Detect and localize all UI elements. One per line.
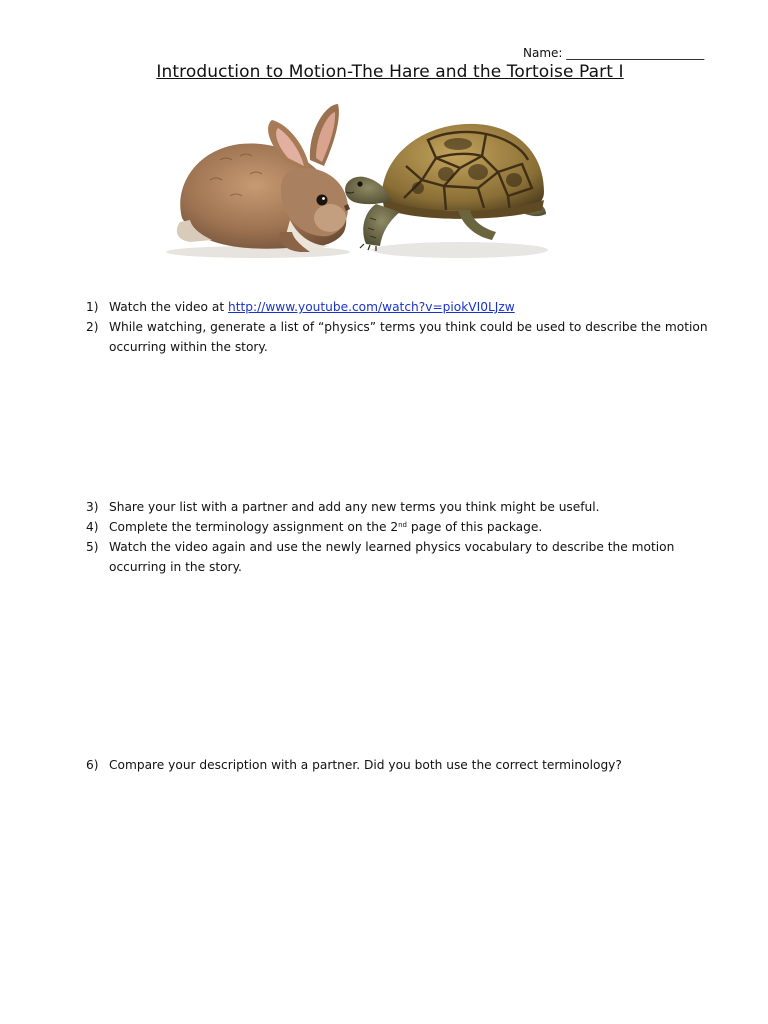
item-text-prefix: Complete the terminology assignment on the 2 — [109, 520, 399, 534]
item-text: Watch the video again and use the newly learned physics vocabulary to describe the motion occurring in the story. — [109, 540, 675, 574]
item-number: 6) — [86, 758, 99, 772]
item-number: 3) — [86, 500, 99, 514]
item-number: 4) — [86, 520, 99, 534]
item-text: Compare your description with a partner. Did you both use the correct terminology? — [109, 758, 622, 772]
youtube-video-link[interactable]: http://www.youtube.com/watch?v=piokVI0LJzw — [227, 300, 515, 314]
item-text: Share your list with a partner and add any new terms you think might be useful. — [109, 500, 600, 514]
item-number: 1) — [86, 300, 99, 314]
item-text-suffix: page of this package. — [407, 520, 543, 534]
item-number: 5) — [86, 540, 99, 554]
item-number: 2) — [86, 320, 99, 334]
page-title: Introduction to Motion-The Hare and the Tortoise Part I — [156, 62, 624, 82]
item-text — [109, 297, 719, 317]
name-field-label: Name: _______________________ — [523, 46, 705, 60]
item-text — [109, 517, 719, 537]
ordinal-superscript: nd — [398, 521, 407, 529]
item-text: While watching, generate a list of “physics” terms you think could be used to describe the motion occurring within the story. — [109, 320, 708, 354]
item-text-prefix: Watch the video at — [109, 300, 228, 314]
hare-and-tortoise-image — [160, 100, 550, 265]
tortoise-figure — [345, 124, 548, 258]
hare-figure — [166, 104, 350, 258]
